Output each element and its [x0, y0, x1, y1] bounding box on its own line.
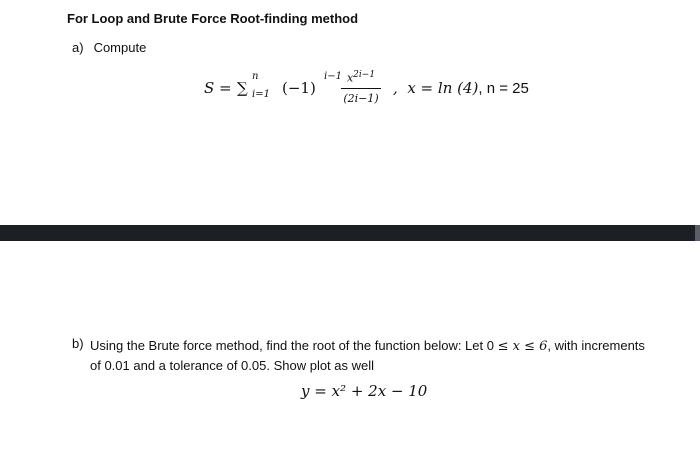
x-range: ≤ x ≤ 6 [497, 339, 548, 354]
part-b-line-1: Using the Brute force method, find the root of the function below: Let 0 ≤ x ≤ 6, with increments [90, 338, 645, 354]
sum-symbol: ∑ [237, 79, 248, 97]
part-a-instruction: Compute [93, 40, 147, 55]
sum-lower-limit: i=1 [252, 89, 270, 100]
part-b-instructions [90, 336, 645, 375]
section-divider [0, 225, 700, 241]
part-b-label: b) [72, 336, 84, 351]
alternating-term [282, 71, 342, 97]
formula-conditions [393, 79, 529, 97]
n-definition: , n = 25 [478, 80, 529, 97]
fraction-numerator: $x^{2i-1}$ [346, 70, 376, 85]
alternating-exponent: i−1 [324, 71, 342, 82]
function-equation: y = x² + 2x − 10 [301, 382, 428, 400]
sum-upper-limit: n [252, 71, 259, 82]
numerator-exponent: 2i−1 [353, 70, 376, 80]
x-definition: x = ln (4) [407, 79, 479, 97]
fraction-bar [341, 88, 381, 89]
term-fraction [341, 68, 381, 106]
alternating-base: (−1) [282, 79, 316, 97]
formula-lhs: S = [204, 79, 232, 97]
part-a-label: a) [72, 40, 84, 55]
part-a-heading [72, 40, 146, 55]
fraction-denominator: (2i−1) [343, 91, 379, 105]
page-title: For Loop and Brute Force Root-finding method [67, 11, 359, 26]
part-b-line-2: of 0.01 and a tolerance of 0.05. Show plot as well [90, 358, 375, 373]
summation [237, 71, 270, 100]
formula-comma: , [393, 79, 398, 97]
divider-edge [695, 225, 700, 241]
